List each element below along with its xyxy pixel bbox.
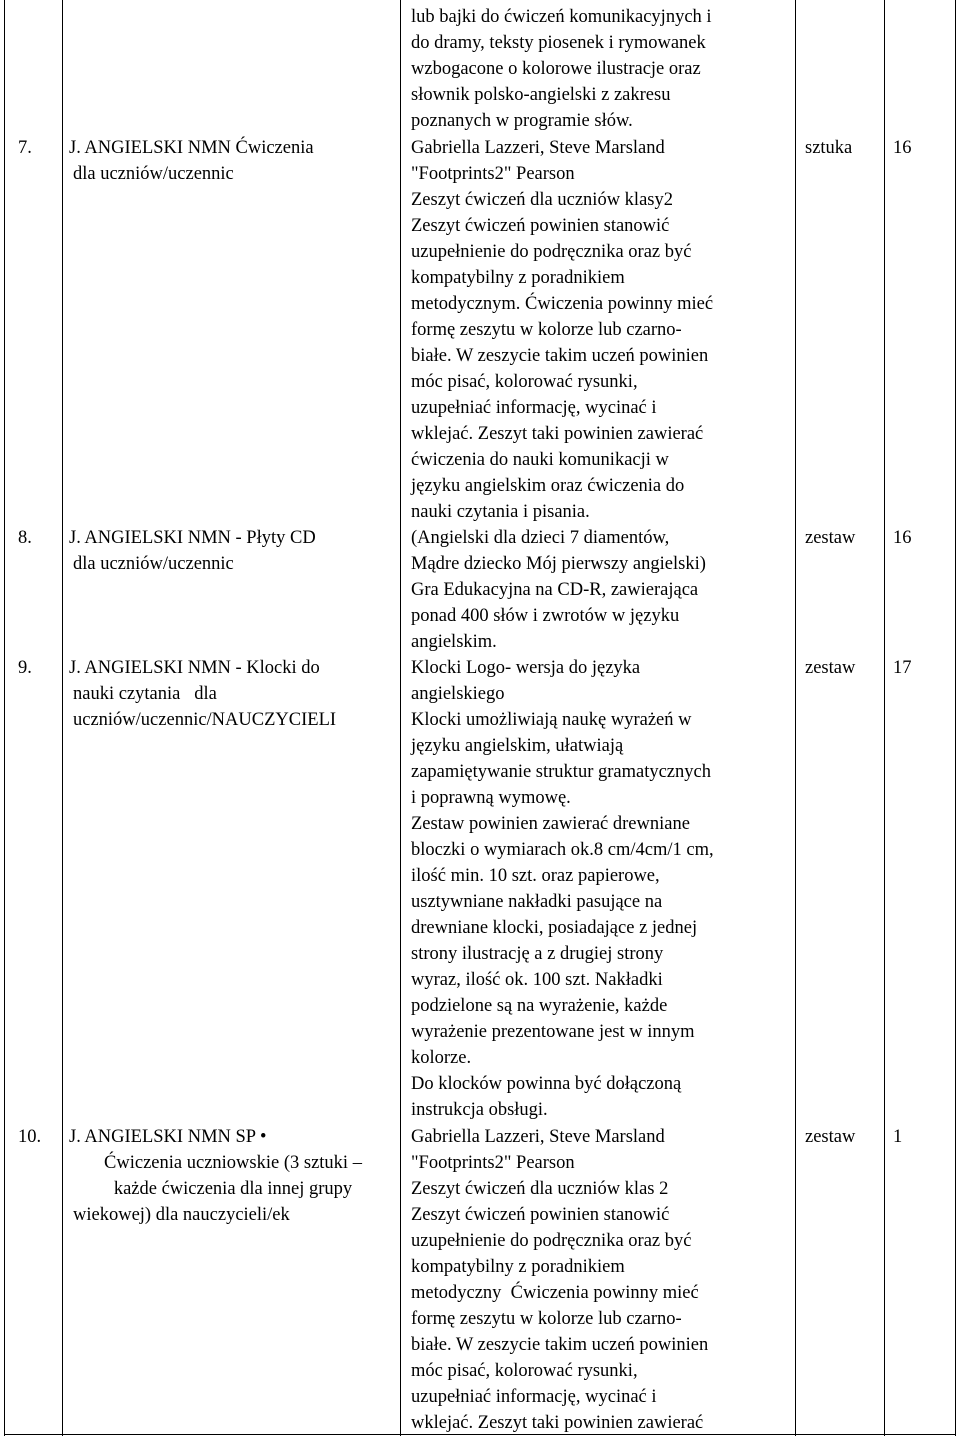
- product-name: [69, 1124, 393, 1228]
- product-description: [411, 1124, 796, 1436]
- description-line: angielskiego: [411, 684, 505, 704]
- description-line: uzupełnienie do podręcznika oraz być: [411, 242, 692, 262]
- description-line: uzupełniać informację, wycinać i: [411, 1387, 657, 1407]
- table-divider-unit: [884, 0, 885, 1436]
- description-line: wyraz, ilość ok. 100 szt. Nakładki: [411, 970, 663, 990]
- description-line: Klocki umożliwiają naukę wyrażeń w: [411, 710, 692, 730]
- description-line: języku angielskim, ułatwiają: [411, 736, 624, 756]
- product-name: [69, 135, 393, 187]
- description-line: móc pisać, kolorować rysunki,: [411, 372, 638, 392]
- description-line: ćwiczenia do nauki komunikacji w: [411, 450, 669, 470]
- description-line: języku angielskim oraz ćwiczenia do: [411, 476, 685, 496]
- product-name: [69, 525, 393, 577]
- description-line: słownik polsko-angielski z zakresu: [411, 85, 671, 105]
- product-line: dla uczniów/uczennic: [73, 554, 234, 574]
- description-line: Do klocków powinna być dołączoną: [411, 1074, 682, 1094]
- description-line: ponad 400 słów i zwrotów w języku: [411, 606, 680, 626]
- product-line: każde ćwiczenia dla innej grupy: [113, 1179, 353, 1199]
- description-line: Gra Edukacyjna na CD-R, zawierająca: [411, 580, 699, 600]
- table-divider-number: [62, 0, 63, 1436]
- description-line: "Footprints2" Pearson: [411, 1153, 575, 1173]
- description-line: Gabriella Lazzeri, Steve Marsland: [411, 138, 665, 158]
- product-line: J. ANGIELSKI NMN Ćwiczenia: [69, 138, 314, 158]
- product-line: J. ANGIELSKI NMN - Klocki do: [69, 658, 320, 678]
- description-line: (Angielski dla dzieci 7 diamentów,: [411, 528, 670, 548]
- unit-label: zestaw: [805, 528, 856, 548]
- quantity-value: 16: [893, 138, 912, 158]
- description-line: zapamiętywanie struktur gramatycznych: [411, 762, 711, 782]
- description-line: nauki czytania i pisania.: [411, 502, 590, 522]
- description-line: "Footprints2" Pearson: [411, 164, 575, 184]
- description-line: Zeszyt ćwiczeń dla uczniów klas 2: [411, 1179, 669, 1199]
- description-line: i poprawną wymowę.: [411, 788, 571, 808]
- description-line: uzupełniać informację, wycinać i: [411, 398, 657, 418]
- description-line: formę zeszytu w kolorze lub czarno-: [411, 1309, 682, 1329]
- description-line: Klocki Logo- wersja do języka: [411, 658, 641, 678]
- description-line: metodycznym. Ćwiczenia powinny mieć: [411, 294, 714, 314]
- product-line: Ćwiczenia uczniowskie (3 sztuki –: [104, 1153, 362, 1173]
- description-line: Zeszyt ćwiczeń powinien stanowić: [411, 1205, 670, 1225]
- description-line: Zeszyt ćwiczeń powinien stanowić: [411, 216, 670, 236]
- description-line: Mądre dziecko Mój pierwszy angielski): [411, 554, 706, 574]
- unit-label: sztuka: [805, 138, 853, 158]
- description-line: lub bajki do ćwiczeń komunikacyjnych i: [411, 7, 712, 27]
- product-line: J. ANGIELSKI NMN SP •: [69, 1127, 267, 1147]
- description-line: Zeszyt ćwiczeń dla uczniów klasy2: [411, 190, 673, 210]
- description-line: Zestaw powinien zawierać drewniane: [411, 814, 690, 834]
- description-line: formę zeszytu w kolorze lub czarno-: [411, 320, 682, 340]
- description-line: wzbogacone o kolorowe ilustracje oraz: [411, 59, 701, 79]
- unit-label: zestaw: [805, 1127, 856, 1147]
- product-description: [411, 655, 796, 1123]
- product-description: [411, 525, 796, 655]
- table-border-right: [955, 0, 956, 1436]
- row-number: 9.: [18, 658, 32, 678]
- product-line: J. ANGIELSKI NMN - Płyty CD: [69, 528, 316, 548]
- table-row-continuation-description: [411, 4, 796, 134]
- description-line: instrukcja obsługi.: [411, 1100, 548, 1120]
- description-line: metodyczny Ćwiczenia powinny mieć: [411, 1283, 699, 1303]
- row-number: 10.: [18, 1127, 42, 1147]
- unit-label: zestaw: [805, 658, 856, 678]
- product-line: nauki czytania dla: [73, 684, 217, 704]
- product-name: [69, 655, 393, 733]
- product-description: [411, 135, 796, 525]
- quantity-value: 16: [893, 528, 912, 548]
- description-line: do dramy, teksty piosenek i rymowanek: [411, 33, 706, 53]
- description-line: kolorze.: [411, 1048, 472, 1068]
- description-line: kompatybilny z poradnikiem: [411, 1257, 625, 1277]
- description-line: ilość min. 10 szt. oraz papierowe,: [411, 866, 660, 886]
- description-line: białe. W zeszycie takim uczeń powinien: [411, 1335, 709, 1355]
- quantity-value: 1: [893, 1127, 903, 1147]
- product-line: uczniów/uczennic/NAUCZYCIELI: [73, 710, 337, 730]
- description-line: móc pisać, kolorować rysunki,: [411, 1361, 638, 1381]
- description-line: drewniane klocki, posiadające z jednej: [411, 918, 698, 938]
- product-line: dla uczniów/uczennic: [73, 164, 234, 184]
- quantity-value: 17: [893, 658, 912, 678]
- description-line: białe. W zeszycie takim uczeń powinien: [411, 346, 709, 366]
- description-line: wklejać. Zeszyt taki powinien zawierać: [411, 424, 704, 444]
- description-line: usztywniane nakładki pasujące na: [411, 892, 663, 912]
- description-line: strony ilustrację a z drugiej strony: [411, 944, 664, 964]
- row-number: 7.: [18, 138, 32, 158]
- row-number: 8.: [18, 528, 32, 548]
- description-line: poznanych w programie słów.: [411, 111, 633, 131]
- table-divider-product: [400, 0, 401, 1436]
- table-border-left: [4, 0, 5, 1436]
- description-line: Gabriella Lazzeri, Steve Marsland: [411, 1127, 665, 1147]
- description-line: uzupełnienie do podręcznika oraz być: [411, 1231, 692, 1251]
- description-line: podzielone są na wyrażenie, każde: [411, 996, 668, 1016]
- description-line: angielskim.: [411, 632, 497, 652]
- description-line: kompatybilny z poradnikiem: [411, 268, 625, 288]
- description-line: wklejać. Zeszyt taki powinien zawierać: [411, 1413, 704, 1433]
- product-line: wiekowej) dla nauczycieli/ek: [73, 1205, 290, 1225]
- description-line: bloczki o wymiarach ok.8 cm/4cm/1 cm,: [411, 840, 714, 860]
- description-line: wyrażenie prezentowane jest w innym: [411, 1022, 695, 1042]
